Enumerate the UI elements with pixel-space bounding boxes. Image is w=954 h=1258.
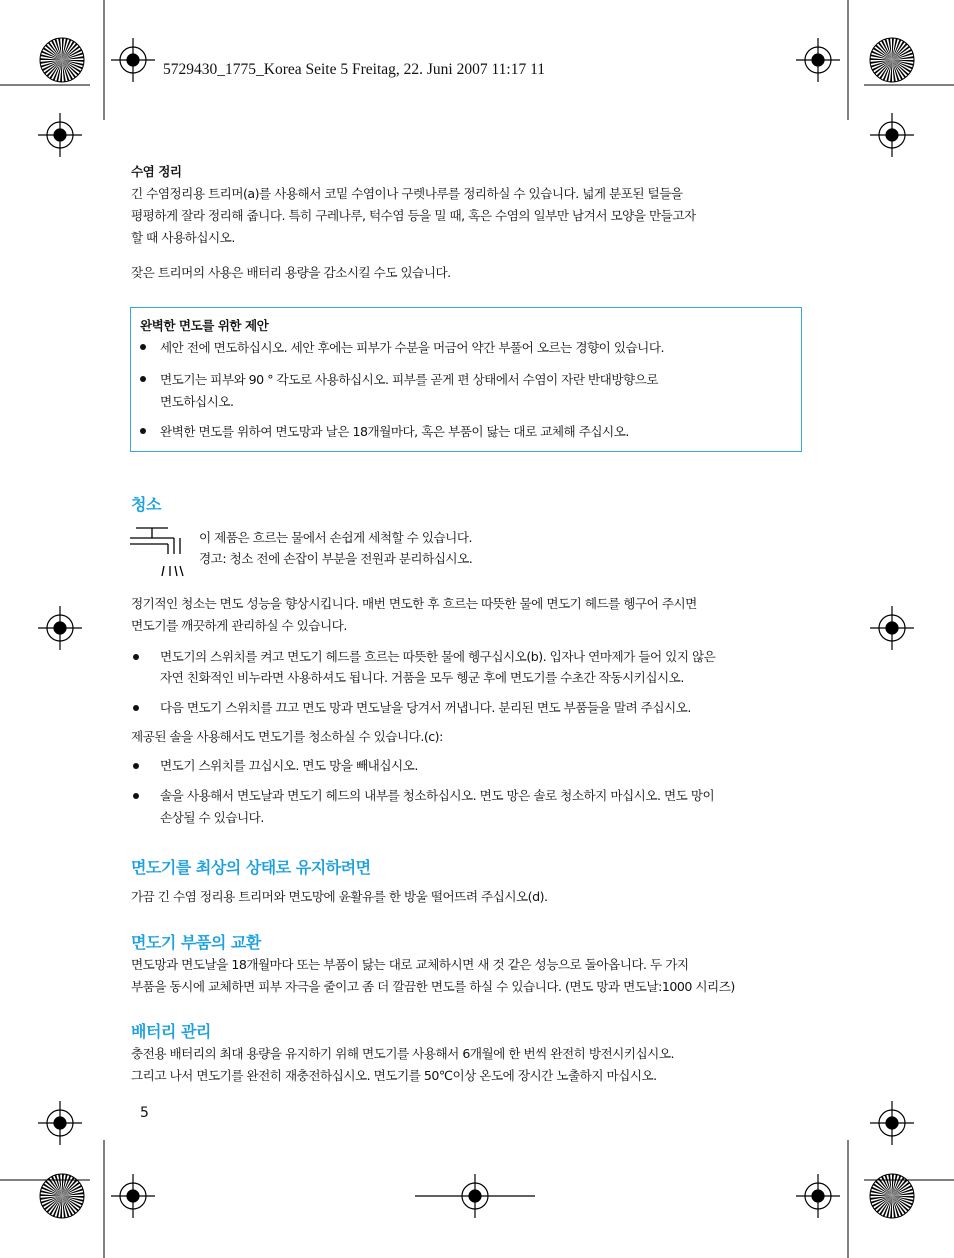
starburst-mark [40, 38, 84, 82]
bullet [133, 654, 139, 660]
cleaning-bullet-1-cont: 자연 친화적인 비누라면 사용하셔도 됩니다. 거품을 모두 헹군 후에 면도기를 수초간 작동시키십시오. [160, 670, 684, 685]
bullet [133, 705, 139, 711]
beard-line-3: 할 때 사용하십시오. [131, 230, 235, 245]
cleaning-intro-1: 정기적인 청소는 면도 성능을 향상시킵니다. 매번 면도한 후 흐르는 따뜻한 물에 면도기 헤드를 헹구어 주시면 [131, 596, 697, 611]
starburst-mark [870, 38, 914, 82]
beard-line-1: 긴 수염정리용 트리머(a)를 사용해서 코밑 수염이나 구렛나루를 정리하실 수 있습니다. 넓게 분포된 털들을 [131, 186, 683, 201]
bullet [140, 376, 146, 382]
cleaning-icon-line-2: 경고: 청소 전에 손잡이 부분을 전원과 분리하십시오. [199, 551, 473, 566]
bullet [133, 793, 139, 799]
bullet [140, 428, 146, 434]
keep-text: 가끔 긴 수염 정리용 트리머와 면도망에 윤활유를 한 방울 떨어뜨려 주십시오(d). [131, 889, 548, 904]
tip-2: 면도기는 피부와 90 ° 각도로 사용하십시오. 피부를 곧게 편 상태에서 수염이 자란 반대방향으로 [160, 372, 658, 387]
brush-bullet-2-cont: 손상될 수 있습니다. [160, 810, 264, 825]
starburst-mark [40, 1174, 84, 1218]
replace-title: 면도기 부품의 교환 [131, 933, 261, 952]
faucet-icon [128, 524, 188, 580]
cleaning-intro-2: 면도기를 깨끗하게 관리하실 수 있습니다. [131, 618, 347, 633]
battery-line-1: 충전용 배터리의 최대 용량을 유지하기 위해 면도기를 사용해서 6개월에 한 번씩 완전히 방전시키십시오. [131, 1046, 675, 1061]
tip-2-cont: 면도하십시오. [160, 394, 234, 409]
print-header: 5729430_1775_Korea Seite 5 Freitag, 22. Juni 2007 11:17 11 [163, 61, 546, 78]
keep-title: 면도기를 최상의 상태로 유지하려면 [131, 858, 371, 877]
brush-bullet-2: 솔을 사용해서 면도날과 면도기 헤드의 내부를 청소하십시오. 면도 망은 솔로 청소하지 마십시오. 면도 망이 [160, 788, 715, 803]
battery-line-2: 그리고 나서 면도기를 완전히 재충전하십시오. 면도기를 50℃이상 온도에 장시간 노출하지 마십시오. [131, 1068, 657, 1083]
cleaning-icon-line-1: 이 제품은 흐르는 물에서 손쉽게 세척할 수 있습니다. [199, 530, 473, 545]
brush-bullet-1: 면도기 스위치를 끄십시오. 면도 망을 빼내십시오. [160, 758, 418, 773]
bullet [140, 344, 146, 350]
tip-1: 세안 전에 면도하십시오. 세안 후에는 피부가 수분을 머금어 약간 부풀어 오르는 경향이 있습니다. [160, 340, 665, 355]
beard-line-2: 평평하게 잘라 정리해 줍니다. 특히 구레나루, 턱수염 등을 밀 때, 혹은 수염의 일부만 남겨서 모양을 만들고자 [131, 208, 696, 223]
cleaning-brush: 제공된 솔을 사용해서도 면도기를 청소하실 수 있습니다.(c): [131, 729, 443, 744]
starburst-mark [870, 1174, 914, 1218]
cleaning-bullet-1: 면도기의 스위치를 켜고 면도기 헤드를 흐르는 따뜻한 물에 헹구십시오(b). 입자나 연마제가 들어 있지 않은 [160, 649, 716, 664]
bullet [133, 763, 139, 769]
tips-title: 완벽한 면도를 위한 제안 [140, 318, 269, 333]
cleaning-title: 청소 [131, 495, 161, 514]
beard-note: 잦은 트리머의 사용은 배터리 용량을 감소시킬 수도 있습니다. [131, 265, 451, 280]
cleaning-bullet-2: 다음 면도기 스위치를 끄고 면도 망과 면도날을 당겨서 꺼냅니다. 분리된 면도 부품들을 말려 주십시오. [160, 700, 691, 715]
beard-title: 수염 정리 [131, 164, 182, 179]
battery-title: 배터리 관리 [131, 1022, 211, 1041]
page-number: 5 [140, 1105, 149, 1121]
replace-line-1: 면도망과 면도날을 18개월마다 또는 부품이 닳는 대로 교체하시면 새 것 같은 성능으로 돌아옵니다. 두 가지 [131, 957, 689, 972]
replace-line-2: 부품을 동시에 교체하면 피부 자극을 줄이고 좀 더 깔끔한 면도를 하실 수 있습니다. (면도 망과 면도날:1000 시리즈) [131, 979, 735, 994]
tip-3: 완벽한 면도를 위하여 면도망과 날은 18개월마다, 혹은 부품이 닳는 대로 교체해 주십시오. [160, 424, 629, 439]
